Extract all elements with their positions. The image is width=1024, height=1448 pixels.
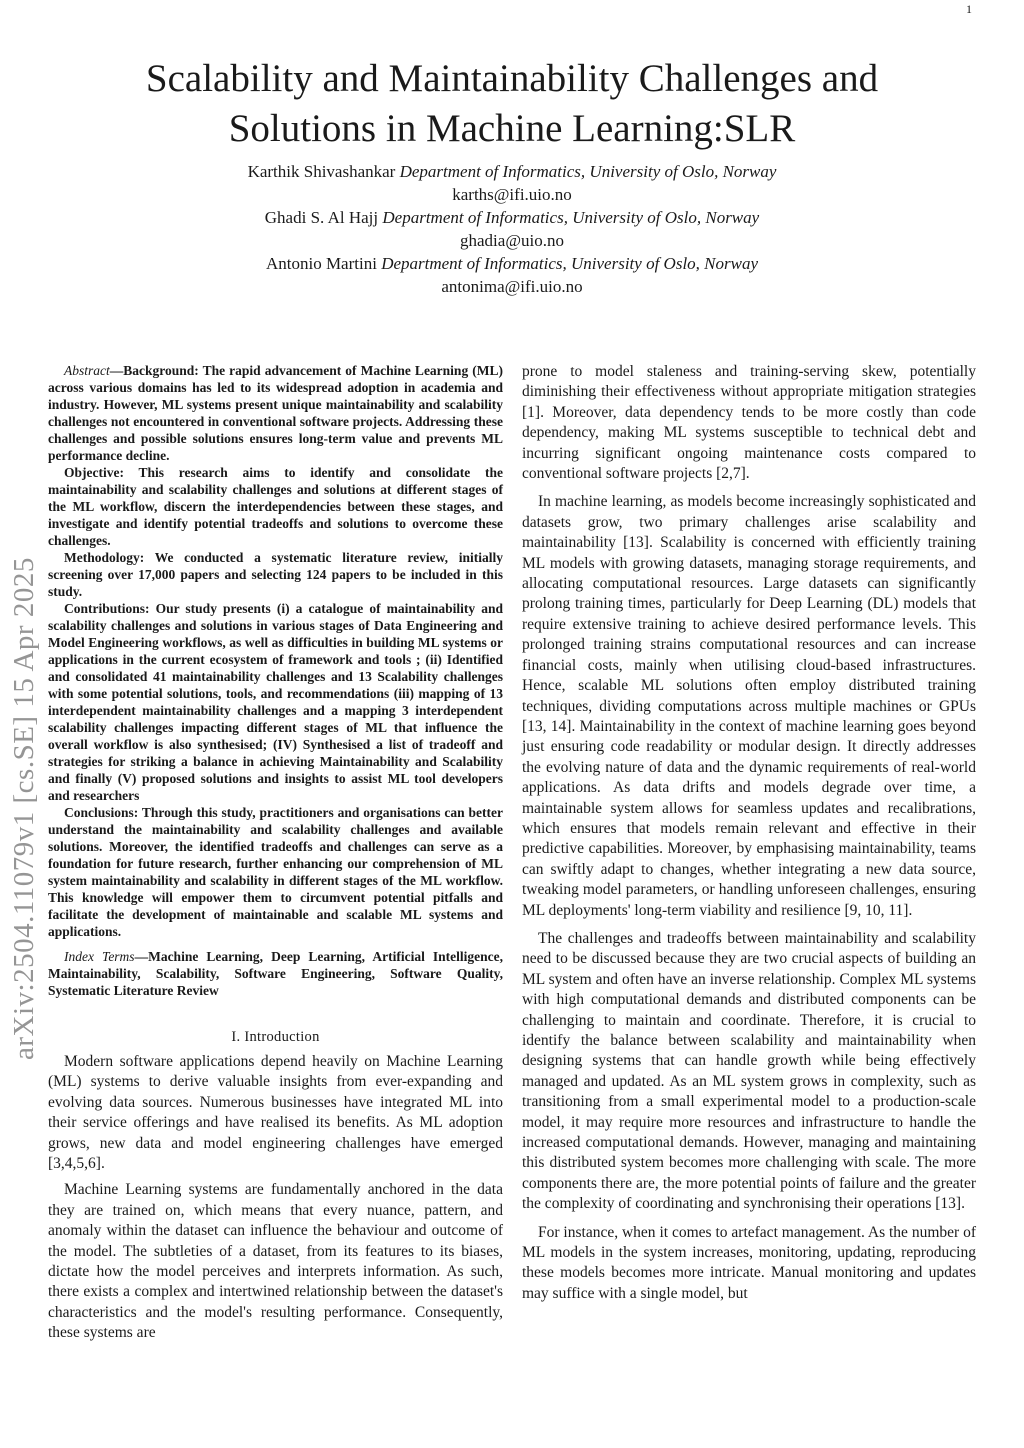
author-affiliation: Department of Informatics bbox=[399, 162, 581, 181]
abstract-background: Abstract—Background: The rapid advancement of Machine Learning (ML) across various domains has led to its widespread adoption in academia and industry. However, ML systems present unique maintainability and scalability challenges not encountered in conventional software projects. Addressing these challenges and possible solutions ensures long-term value and prevents ML performance decline. bbox=[48, 363, 503, 463]
intro-paragraph: In machine learning, as models become increasingly sophisticated and datasets grow, two primary challenges arise scalability and maintainability [13]. Scalability is concerned with efficiently training ML models with growing datasets, managing storage requirements, and allocating computational resources. Large datasets can significantly prolong training times, particularly for Deep Learning (DL) models that require extensive training to achieve desired performance levels. This prolonged training strains computational resources and can increase financial costs, mainly when utilising cloud-based infrastructures. Hence, scalable ML solutions often employ distributed training techniques, dividing computations across multiple machines or GPUs [13, 14]. Maintainability in the context of machine learning goes beyond just ensuring code readability or modular design. It directly addresses the evolving nature of data and the dynamic requirements of real-world applications. As data drifts and models degrade over time, a maintainable system allows for seamless updates and recalibrations, which ensures that models remain relevant and effective in their predictive capabilities. Moreover, by emphasising maintainability, teams can swiftly adapt to changes, whether integrating a new data source, tweaking model parameters, or handling unforeseen challenges, ensuring ML deployments' long-term viability and resilience [9, 10, 11]. bbox=[522, 493, 976, 919]
index-terms-lead: Index Terms bbox=[64, 949, 135, 964]
author-block bbox=[60, 160, 964, 298]
author-name: Ghadi S. Al Hajj bbox=[264, 208, 379, 227]
intro-paragraph: prone to model staleness and training-serving skew, potentially diminishing their effectiveness without appropriate mitigation strategies [1]. Moreover, data dependency tends to be more costly than code dependency, making ML systems susceptible to technical debt and incurring significant ongoing maintenance costs compared to conventional software projects [2,7]. bbox=[522, 363, 976, 483]
index-terms: Index Terms—Machine Learning, Deep Learning, Artificial Intelligence, Maintainability, Scalability, Software Engineering, Software Quality, Systematic Literature Review bbox=[48, 949, 504, 998]
title-line-2: Solutions in Machine Learning:SLR bbox=[228, 107, 796, 150]
author-email: karths@ifi.uio.no bbox=[452, 185, 572, 204]
author-affiliation: Department of Informatics bbox=[382, 208, 564, 227]
title-line-1: Scalability and Maintainability Challenges and bbox=[145, 57, 879, 100]
author-org: , University of Oslo, Norway bbox=[562, 254, 759, 273]
abstract-lead: Abstract bbox=[64, 363, 110, 378]
author-email: ghadia@uio.no bbox=[460, 231, 564, 250]
intro-paragraph: Modern software applications depend heavily on Machine Learning (ML) systems to derive valuable insights from ever-expanding and evolving data sources. Numerous businesses have integrated ML into their service offerings and have realised its benefits. As ML adoption grows, new data and model engineering challenges have emerged [3,4,5,6]. bbox=[48, 1053, 503, 1173]
section-heading-introduction: I. Introduction bbox=[231, 1029, 320, 1045]
author-org: , University of Oslo, Norway bbox=[563, 208, 760, 227]
left-column bbox=[48, 362, 503, 1350]
intro-paragraph: Machine Learning systems are fundamentally anchored in the data they are trained on, which means that every nuance, pattern, and anomaly within the dataset can influence the behaviour and outcome of the model. The subtleties of a dataset, from its features to its biases, dictate how the model perceives and interprets information. As such, there exists a complex and intertwined relationship between the dataset's characteristics and the model's resulting performance. Consequently, these systems are bbox=[48, 1181, 503, 1342]
intro-paragraph: For instance, when it comes to artefact management. As the number of ML models in the system increases, monitoring, updating, reproducing these models becomes more intricate. Manual monitoring and updates may suffice with a single model, but bbox=[522, 1223, 976, 1302]
author-2 bbox=[60, 206, 964, 229]
author-1 bbox=[60, 160, 964, 183]
author-org: , University of Oslo, Norway bbox=[580, 162, 777, 181]
page-number: 1 bbox=[966, 2, 972, 16]
abstract-methodology: Methodology: We conducted a systematic literature review, initially screening over 17,000 papers and selecting 124 papers to be included in this study. bbox=[48, 550, 503, 599]
intro-paragraph: The challenges and tradeoffs between maintainability and scalability need to be discussed because they are two crucial aspects of building an ML system and often have an inverse relationship. Complex ML systems with high computational demands and distributed components can be challenging to maintain and coordinate. Therefore, it is crucial to identify the balance between scalability and maintainability when designing systems that can handle growth while being effectively managed and updated. As an ML system grows in complexity, such as transitioning from a small experimental model to a production-scale model, it may require more resources and infrastructure to handle the increased computational demands. However, managing and maintaining this distributed system becomes more challenging with scale. The more components there are, the more potential points of failure and the greater the complexity of coordinating and synchronising their operations [13]. bbox=[522, 929, 976, 1213]
abstract-contributions: Contributions: Our study presents (i) a catalogue of maintainability and scalability challenges and solutions in various stages of Data Engineering and Model Engineering workflows, as well as difficulties in building ML systems or applications in the current ecosystem of framework and tools ; (ii) Identified and consolidated 41 maintainability challenges and 13 Scalability challenges with some potential solutions, tools, and recommendations (iii) mapping of 13 interdependent maintainability challenges and a mapping 3 interdependent scalability challenges impacting different stages of ML that influence the overall workflow is also synthesised; (IV) Synthesised a list of tradeoff and strategies for striking a balance in achieving Maintainability and Scalability and finally (V) proposed solutions and insights to assist ML tool developers and researchers bbox=[48, 601, 503, 803]
author-name: Karthik Shivashankar bbox=[247, 162, 396, 181]
right-column bbox=[522, 362, 976, 1312]
arxiv-identifier-stamp: arXiv:2504.11079v1 [cs.SE] 15 Apr 2025 bbox=[8, 557, 40, 1060]
abstract-objective: Objective: This research aims to identify and consolidate the maintainability and scalability challenges and solutions at different stages of the ML workflow, discern the interdependencies between these stages, and investigate and identify potential tradeoffs and solutions to overcome these challenges. bbox=[48, 465, 503, 548]
paper-title bbox=[60, 54, 964, 154]
author-affiliation: Department of Informatics bbox=[381, 254, 563, 273]
author-email: antonima@ifi.uio.no bbox=[441, 277, 583, 296]
author-name: Antonio Martini bbox=[265, 254, 377, 273]
author-3 bbox=[60, 252, 964, 275]
abstract-conclusions: Conclusions: Through this study, practitioners and organisations can better understand the maintainability and scalability challenges and available solutions. Moreover, the identified tradeoffs and challenges can serve as a foundation for future research, further enhancing our comprehension of ML system maintainability and scalability in different stages of the ML workflow. This knowledge will empower them to circumvent potential pitfalls and facilitate the development of maintainable and scalable ML systems and applications. bbox=[48, 805, 503, 939]
